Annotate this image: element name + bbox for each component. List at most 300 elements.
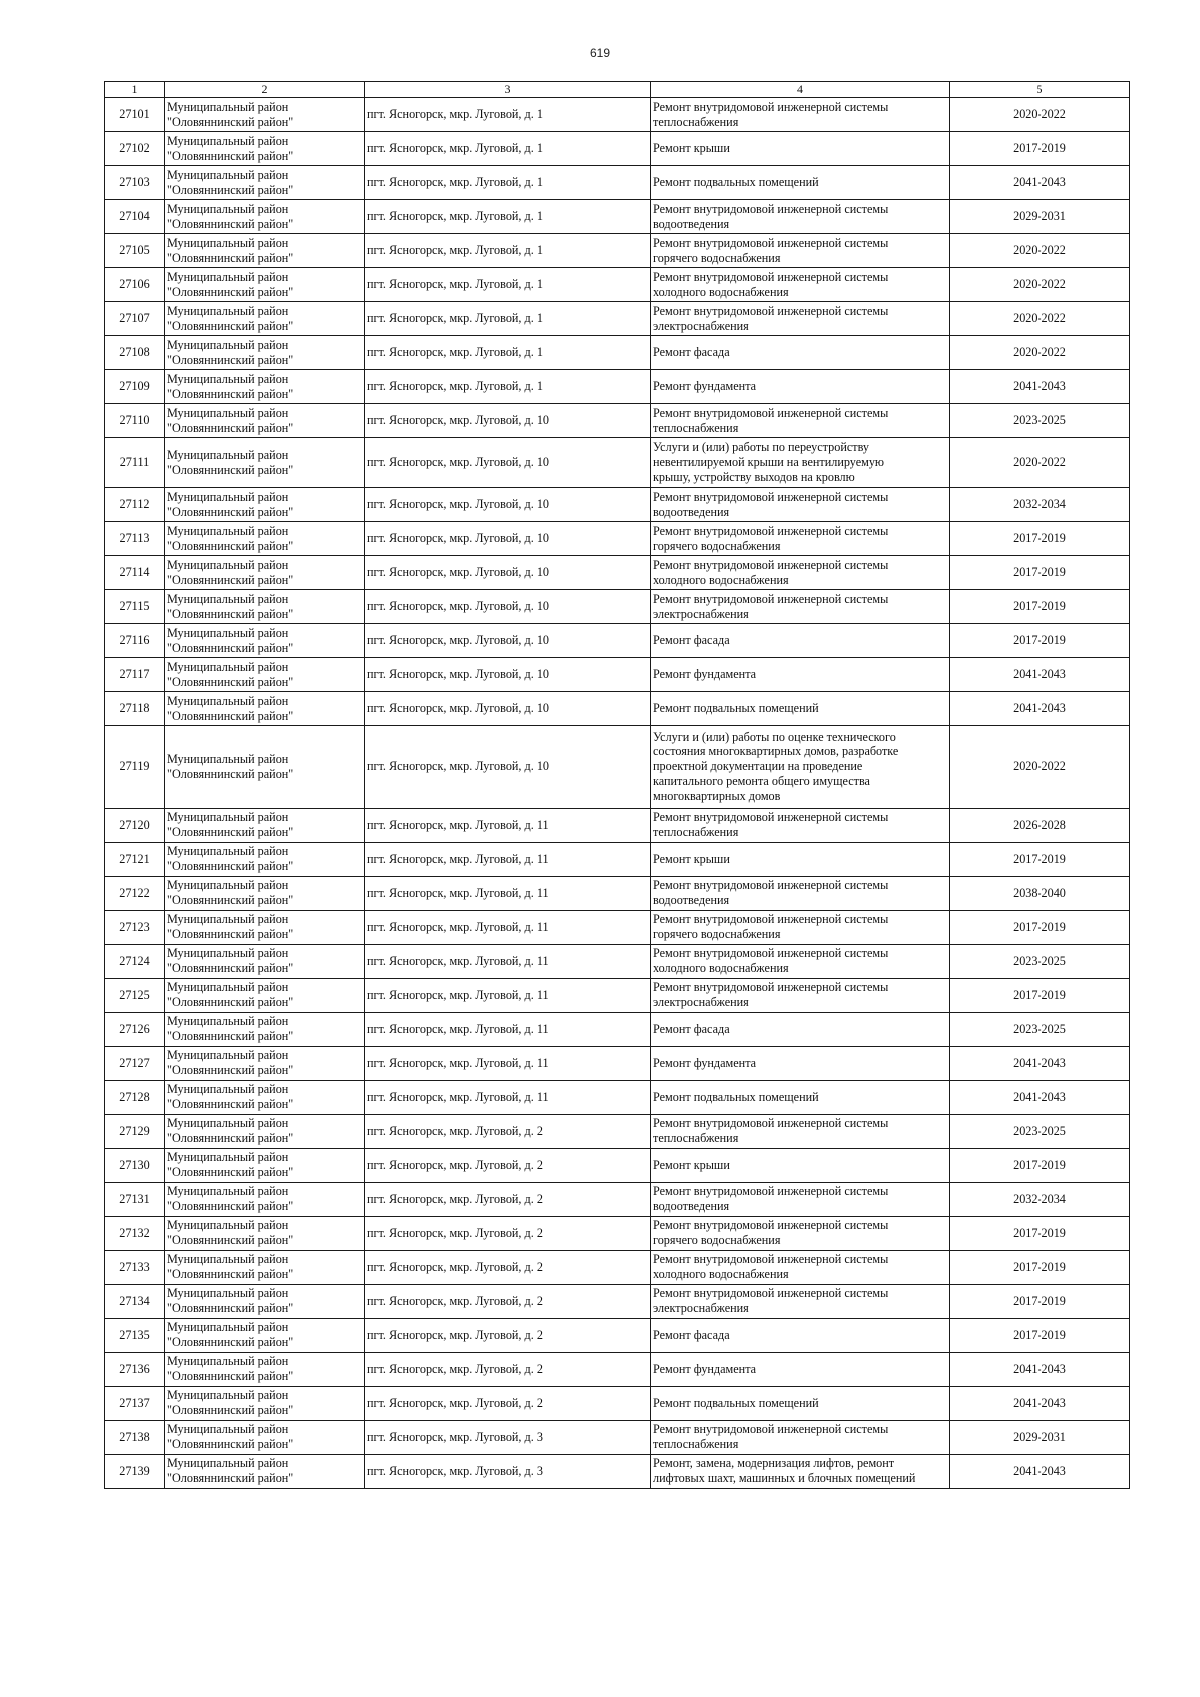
district-line: "Оловяннинский район": [167, 1233, 294, 1247]
district-cell: [165, 842, 365, 876]
column-header: 1: [105, 82, 165, 98]
period-cell: 2041-2043: [950, 1386, 1130, 1420]
work-line: Ремонт фундамента: [653, 1361, 757, 1376]
address-cell: пгт. Ясногорск, мкр. Луговой, д. 1: [365, 200, 651, 234]
district-line: "Оловяннинский район": [167, 352, 294, 367]
table-row: [105, 1216, 1130, 1250]
period-cell: 2041-2043: [950, 1454, 1130, 1488]
table-row: [105, 132, 1130, 166]
address-cell: пгт. Ясногорск, мкр. Луговой, д. 11: [365, 876, 651, 910]
register-table: [104, 81, 1130, 1489]
row-number-cell: 27124: [105, 944, 165, 978]
district-line: Муниципальный район: [167, 557, 289, 572]
address-cell: пгт. Ясногорск, мкр. Луговой, д. 10: [365, 726, 651, 809]
period-cell: 2023-2025: [950, 1012, 1130, 1046]
work-type-cell: [651, 944, 950, 978]
period-cell: 2029-2031: [950, 200, 1130, 234]
district-line: Муниципальный район: [167, 810, 289, 825]
row-number-cell: 27132: [105, 1216, 165, 1250]
column-header: 4: [651, 82, 950, 98]
row-number-cell: 27129: [105, 1114, 165, 1148]
district-cell: [165, 910, 365, 944]
work-line: Ремонт внутридомовой инженерной системы: [653, 1116, 889, 1131]
district-line: Муниципальный район: [167, 659, 289, 674]
address-cell: пгт. Ясногорск, мкр. Луговой, д. 10: [365, 522, 651, 556]
address-cell: пгт. Ясногорск, мкр. Луговой, д. 2: [365, 1386, 651, 1420]
district-line: "Оловяннинский район": [167, 1471, 294, 1485]
work-line: теплоснабжения: [653, 420, 739, 435]
district-cell: [165, 488, 365, 522]
district-line: "Оловяннинский район": [167, 825, 294, 839]
work-type-cell: [651, 1352, 950, 1386]
district-line: Муниципальный район: [167, 625, 289, 640]
district-line: Муниципальный район: [167, 1116, 289, 1131]
work-line: Ремонт внутридомовой инженерной системы: [653, 1252, 889, 1267]
address-cell: пгт. Ясногорск, мкр. Луговой, д. 2: [365, 1114, 651, 1148]
work-line: Ремонт внутридомовой инженерной системы: [653, 1422, 889, 1437]
table-row: [105, 336, 1130, 370]
work-type-cell: [651, 658, 950, 692]
district-line: Муниципальный район: [167, 1218, 289, 1233]
row-number-cell: 27105: [105, 234, 165, 268]
row-number-cell: 27139: [105, 1454, 165, 1488]
work-type-cell: [651, 590, 950, 624]
district-line: "Оловяннинский район": [167, 1403, 294, 1417]
period-cell: 2026-2028: [950, 808, 1130, 842]
period-cell: 2020-2022: [950, 438, 1130, 488]
work-type-cell: [651, 268, 950, 302]
period-cell: 2017-2019: [950, 1148, 1130, 1182]
work-type-cell: [651, 1284, 950, 1318]
district-line: "Оловяннинский район": [167, 1063, 294, 1077]
work-line: Ремонт внутридомовой инженерной системы: [653, 912, 889, 927]
row-number-cell: 27112: [105, 488, 165, 522]
district-cell: [165, 1284, 365, 1318]
period-cell: 2041-2043: [950, 1352, 1130, 1386]
district-line: Муниципальный район: [167, 235, 289, 250]
work-line: Ремонт крыши: [653, 1157, 730, 1172]
work-type-cell: [651, 1080, 950, 1114]
district-line: Муниципальный район: [167, 405, 289, 420]
row-number-cell: 27104: [105, 200, 165, 234]
address-cell: пгт. Ясногорск, мкр. Луговой, д. 1: [365, 302, 651, 336]
district-cell: [165, 98, 365, 132]
table-row: [105, 166, 1130, 200]
period-cell: 2023-2025: [950, 1114, 1130, 1148]
work-line: теплоснабжения: [653, 1437, 739, 1451]
row-number-cell: 27113: [105, 522, 165, 556]
table-row: [105, 522, 1130, 556]
row-number-cell: 27109: [105, 370, 165, 404]
district-line: Муниципальный район: [167, 1286, 289, 1301]
district-cell: [165, 876, 365, 910]
address-cell: пгт. Ясногорск, мкр. Луговой, д. 10: [365, 404, 651, 438]
period-cell: 2017-2019: [950, 624, 1130, 658]
work-line: холодного водоснабжения: [653, 1267, 789, 1281]
row-number-cell: 27101: [105, 98, 165, 132]
district-line: Муниципальный район: [167, 133, 289, 148]
table-row: [105, 692, 1130, 726]
district-line: Муниципальный район: [167, 1320, 289, 1335]
row-number-cell: 27133: [105, 1250, 165, 1284]
work-type-cell: [651, 336, 950, 370]
district-cell: [165, 522, 365, 556]
district-line: "Оловяннинский район": [167, 462, 294, 477]
district-line: Муниципальный район: [167, 167, 289, 182]
period-cell: 2017-2019: [950, 1318, 1130, 1352]
district-line: Муниципальный район: [167, 447, 289, 462]
district-line: Муниципальный район: [167, 489, 289, 504]
work-line: электроснабжения: [653, 318, 749, 333]
table-row: [105, 1080, 1130, 1114]
address-cell: пгт. Ясногорск, мкр. Луговой, д. 10: [365, 624, 651, 658]
work-line: электроснабжения: [653, 1301, 749, 1315]
work-line: электроснабжения: [653, 995, 749, 1009]
row-number-cell: 27102: [105, 132, 165, 166]
address-cell: пгт. Ясногорск, мкр. Луговой, д. 3: [365, 1454, 651, 1488]
period-cell: 2041-2043: [950, 658, 1130, 692]
address-cell: пгт. Ясногорск, мкр. Луговой, д. 1: [365, 234, 651, 268]
period-cell: 2041-2043: [950, 1046, 1130, 1080]
row-number-cell: 27123: [105, 910, 165, 944]
work-line: Ремонт подвальных помещений: [653, 701, 819, 716]
row-number-cell: 27134: [105, 1284, 165, 1318]
district-line: "Оловяннинский район": [167, 1029, 294, 1043]
table-row: [105, 404, 1130, 438]
table-row: [105, 1454, 1130, 1488]
work-type-cell: [651, 132, 950, 166]
work-type-cell: [651, 1454, 950, 1488]
work-line: водоотведения: [653, 504, 730, 519]
row-number-cell: 27103: [105, 166, 165, 200]
period-cell: 2017-2019: [950, 522, 1130, 556]
work-line: Ремонт фундамента: [653, 1055, 757, 1070]
period-cell: 2023-2025: [950, 944, 1130, 978]
table-row: [105, 658, 1130, 692]
district-line: "Оловяннинский район": [167, 1335, 294, 1349]
table-row: [105, 1352, 1130, 1386]
address-cell: пгт. Ясногорск, мкр. Луговой, д. 2: [365, 1148, 651, 1182]
period-cell: 2020-2022: [950, 336, 1130, 370]
work-type-cell: [651, 438, 950, 488]
row-number-cell: 27120: [105, 808, 165, 842]
address-cell: пгт. Ясногорск, мкр. Луговой, д. 3: [365, 1420, 651, 1454]
district-line: "Оловяннинский район": [167, 961, 294, 975]
row-number-cell: 27126: [105, 1012, 165, 1046]
district-cell: [165, 590, 365, 624]
district-line: "Оловяннинский район": [167, 1369, 294, 1383]
district-line: Муниципальный район: [167, 269, 289, 284]
district-line: "Оловяннинский район": [167, 386, 294, 401]
work-line: Ремонт внутридомовой инженерной системы: [653, 557, 889, 572]
work-type-cell: [651, 370, 950, 404]
district-cell: [165, 692, 365, 726]
period-cell: 2017-2019: [950, 590, 1130, 624]
work-line: многоквартирных домов: [653, 789, 781, 804]
work-line: Ремонт внутридомовой инженерной системы: [653, 303, 889, 318]
district-line: Муниципальный район: [167, 1048, 289, 1063]
table-row: [105, 302, 1130, 336]
district-line: "Оловяннинский район": [167, 1131, 294, 1145]
period-cell: 2032-2034: [950, 1182, 1130, 1216]
district-cell: [165, 370, 365, 404]
work-line: Ремонт внутридомовой инженерной системы: [653, 235, 889, 250]
work-line: Ремонт крыши: [653, 141, 730, 156]
district-line: Муниципальный район: [167, 1252, 289, 1267]
work-type-cell: [651, 1386, 950, 1420]
district-line: Муниципальный район: [167, 591, 289, 606]
address-cell: пгт. Ясногорск, мкр. Луговой, д. 11: [365, 1080, 651, 1114]
work-line: Ремонт внутридомовой инженерной системы: [653, 523, 889, 538]
work-type-cell: [651, 1012, 950, 1046]
table-row: [105, 1012, 1130, 1046]
district-cell: [165, 1216, 365, 1250]
address-cell: пгт. Ясногорск, мкр. Луговой, д. 1: [365, 132, 651, 166]
district-line: Муниципальный район: [167, 1456, 289, 1471]
row-number-cell: 27107: [105, 302, 165, 336]
table-row: [105, 268, 1130, 302]
district-cell: [165, 200, 365, 234]
column-header: 5: [950, 82, 1130, 98]
table-row: [105, 1114, 1130, 1148]
district-cell: [165, 234, 365, 268]
district-line: "Оловяннинский район": [167, 766, 294, 781]
district-line: "Оловяннинский район": [167, 640, 294, 655]
work-line: лифтовых шахт, машинных и блочных помещений: [653, 1471, 916, 1485]
work-type-cell: [651, 1250, 950, 1284]
work-type-cell: [651, 1046, 950, 1080]
period-cell: 2038-2040: [950, 876, 1130, 910]
address-cell: пгт. Ясногорск, мкр. Луговой, д. 1: [365, 98, 651, 132]
work-type-cell: [651, 1114, 950, 1148]
district-line: "Оловяннинский район": [167, 1267, 294, 1281]
district-line: "Оловяннинский район": [167, 182, 294, 197]
work-type-cell: [651, 1420, 950, 1454]
address-cell: пгт. Ясногорск, мкр. Луговой, д. 2: [365, 1182, 651, 1216]
work-line: водоотведения: [653, 893, 730, 907]
district-line: "Оловяннинский район": [167, 674, 294, 689]
work-type-cell: [651, 522, 950, 556]
row-number-cell: 27125: [105, 978, 165, 1012]
table-row: [105, 488, 1130, 522]
work-line: Услуги и (или) работы по оценке технического: [653, 729, 896, 744]
work-type-cell: [651, 1182, 950, 1216]
work-type-cell: [651, 978, 950, 1012]
address-cell: пгт. Ясногорск, мкр. Луговой, д. 2: [365, 1318, 651, 1352]
row-number-cell: 27128: [105, 1080, 165, 1114]
work-line: состояния многоквартирных домов, разработке: [653, 744, 899, 759]
table-row: [105, 98, 1130, 132]
work-line: Ремонт фасада: [653, 345, 730, 360]
table-row: [105, 1182, 1130, 1216]
work-line: проектной документации на проведение: [653, 759, 863, 774]
work-line: Ремонт внутридомовой инженерной системы: [653, 946, 889, 961]
period-cell: 2017-2019: [950, 842, 1130, 876]
table-row: [105, 624, 1130, 658]
address-cell: пгт. Ясногорск, мкр. Луговой, д. 11: [365, 978, 651, 1012]
address-cell: пгт. Ясногорск, мкр. Луговой, д. 1: [365, 370, 651, 404]
work-line: Ремонт подвальных помещений: [653, 1089, 819, 1104]
work-line: водоотведения: [653, 216, 730, 231]
table-row: [105, 978, 1130, 1012]
period-cell: 2020-2022: [950, 98, 1130, 132]
period-cell: 2017-2019: [950, 556, 1130, 590]
work-line: теплоснабжения: [653, 1131, 739, 1145]
work-type-cell: [651, 98, 950, 132]
work-type-cell: [651, 302, 950, 336]
work-line: теплоснабжения: [653, 114, 739, 129]
period-cell: 2017-2019: [950, 132, 1130, 166]
work-line: Ремонт внутридомовой инженерной системы: [653, 810, 889, 825]
address-cell: пгт. Ясногорск, мкр. Луговой, д. 1: [365, 336, 651, 370]
table-row: [105, 808, 1130, 842]
work-type-cell: [651, 556, 950, 590]
district-cell: [165, 1420, 365, 1454]
work-line: горячего водоснабжения: [653, 1233, 781, 1247]
address-cell: пгт. Ясногорск, мкр. Луговой, д. 2: [365, 1216, 651, 1250]
work-line: Ремонт, замена, модернизация лифтов, ремонт: [653, 1456, 895, 1471]
address-cell: пгт. Ясногорск, мкр. Луговой, д. 11: [365, 808, 651, 842]
district-cell: [165, 1454, 365, 1488]
row-number-cell: 27106: [105, 268, 165, 302]
work-line: электроснабжения: [653, 606, 749, 621]
district-line: "Оловяннинский район": [167, 538, 294, 553]
district-line: "Оловяннинский район": [167, 893, 294, 907]
district-line: "Оловяннинский район": [167, 859, 294, 873]
work-line: Ремонт внутридомовой инженерной системы: [653, 1218, 889, 1233]
work-line: горячего водоснабжения: [653, 538, 781, 553]
district-line: Муниципальный район: [167, 1082, 289, 1097]
work-line: капитального ремонта общего имущества: [653, 774, 870, 789]
district-line: "Оловяннинский район": [167, 148, 294, 163]
row-number-cell: 27121: [105, 842, 165, 876]
district-line: Муниципальный район: [167, 980, 289, 995]
district-cell: [165, 336, 365, 370]
work-type-cell: [651, 200, 950, 234]
district-line: Муниципальный район: [167, 1184, 289, 1199]
address-cell: пгт. Ясногорск, мкр. Луговой, д. 2: [365, 1284, 651, 1318]
table-body: [105, 98, 1130, 1489]
work-type-cell: [651, 1216, 950, 1250]
row-number-cell: 27116: [105, 624, 165, 658]
row-number-cell: 27130: [105, 1148, 165, 1182]
address-cell: пгт. Ясногорск, мкр. Луговой, д. 10: [365, 488, 651, 522]
work-line: холодного водоснабжения: [653, 284, 789, 299]
district-cell: [165, 1080, 365, 1114]
work-type-cell: [651, 842, 950, 876]
district-line: Муниципальный район: [167, 1014, 289, 1029]
district-line: Муниципальный район: [167, 912, 289, 927]
district-cell: [165, 1182, 365, 1216]
district-line: Муниципальный район: [167, 1422, 289, 1437]
work-line: Ремонт внутридомовой инженерной системы: [653, 201, 889, 216]
district-line: "Оловяннинский район": [167, 927, 294, 941]
address-cell: пгт. Ясногорск, мкр. Луговой, д. 11: [365, 1012, 651, 1046]
district-line: Муниципальный район: [167, 1150, 289, 1165]
district-cell: [165, 302, 365, 336]
work-line: водоотведения: [653, 1199, 730, 1213]
district-cell: [165, 268, 365, 302]
row-number-cell: 27117: [105, 658, 165, 692]
period-cell: 2017-2019: [950, 978, 1130, 1012]
district-cell: [165, 166, 365, 200]
column-header: 3: [365, 82, 651, 98]
period-cell: 2017-2019: [950, 1216, 1130, 1250]
district-cell: [165, 658, 365, 692]
row-number-cell: 27137: [105, 1386, 165, 1420]
period-cell: 2017-2019: [950, 1284, 1130, 1318]
address-cell: пгт. Ясногорск, мкр. Луговой, д. 11: [365, 944, 651, 978]
work-type-cell: [651, 808, 950, 842]
address-cell: пгт. Ясногорск, мкр. Луговой, д. 10: [365, 692, 651, 726]
district-line: Муниципальный район: [167, 946, 289, 961]
work-line: Ремонт внутридомовой инженерной системы: [653, 980, 889, 995]
district-cell: [165, 978, 365, 1012]
row-number-cell: 27131: [105, 1182, 165, 1216]
work-line: Услуги и (или) работы по переустройству: [653, 440, 870, 455]
row-number-cell: 27110: [105, 404, 165, 438]
period-cell: 2029-2031: [950, 1420, 1130, 1454]
row-number-cell: 27114: [105, 556, 165, 590]
address-cell: пгт. Ясногорск, мкр. Луговой, д. 10: [365, 438, 651, 488]
work-line: Ремонт фасада: [653, 1327, 730, 1342]
period-cell: 2017-2019: [950, 910, 1130, 944]
period-cell: 2020-2022: [950, 302, 1130, 336]
district-line: Муниципальный район: [167, 303, 289, 318]
row-number-cell: 27111: [105, 438, 165, 488]
work-line: Ремонт фундамента: [653, 667, 757, 682]
address-cell: пгт. Ясногорск, мкр. Луговой, д. 11: [365, 842, 651, 876]
table-row: [105, 1148, 1130, 1182]
period-cell: 2041-2043: [950, 370, 1130, 404]
table-row: [105, 1420, 1130, 1454]
row-number-cell: 27118: [105, 692, 165, 726]
work-line: Ремонт внутридомовой инженерной системы: [653, 99, 889, 114]
work-line: Ремонт фасада: [653, 1021, 730, 1036]
district-line: "Оловяннинский район": [167, 572, 294, 587]
work-line: Ремонт внутридомовой инженерной системы: [653, 405, 889, 420]
district-line: "Оловяннинский район": [167, 504, 294, 519]
district-cell: [165, 1386, 365, 1420]
period-cell: 2023-2025: [950, 404, 1130, 438]
table-row: [105, 726, 1130, 809]
table-row: [105, 876, 1130, 910]
row-number-cell: 27136: [105, 1352, 165, 1386]
district-line: Муниципальный район: [167, 201, 289, 216]
district-cell: [165, 808, 365, 842]
period-cell: 2020-2022: [950, 234, 1130, 268]
period-cell: 2041-2043: [950, 692, 1130, 726]
table-row: [105, 200, 1130, 234]
district-line: "Оловяннинский район": [167, 318, 294, 333]
row-number-cell: 27138: [105, 1420, 165, 1454]
district-line: "Оловяннинский район": [167, 1199, 294, 1213]
work-type-cell: [651, 624, 950, 658]
table-row: [105, 842, 1130, 876]
work-line: холодного водоснабжения: [653, 961, 789, 975]
work-line: Ремонт внутридомовой инженерной системы: [653, 591, 889, 606]
work-type-cell: [651, 234, 950, 268]
table-row: [105, 370, 1130, 404]
district-cell: [165, 1148, 365, 1182]
district-line: "Оловяннинский район": [167, 114, 294, 129]
district-line: "Оловяннинский район": [167, 1097, 294, 1111]
period-cell: 2041-2043: [950, 166, 1130, 200]
district-line: Муниципальный район: [167, 693, 289, 708]
address-cell: пгт. Ясногорск, мкр. Луговой, д. 10: [365, 590, 651, 624]
row-number-cell: 27135: [105, 1318, 165, 1352]
page-number: 619: [589, 46, 611, 60]
